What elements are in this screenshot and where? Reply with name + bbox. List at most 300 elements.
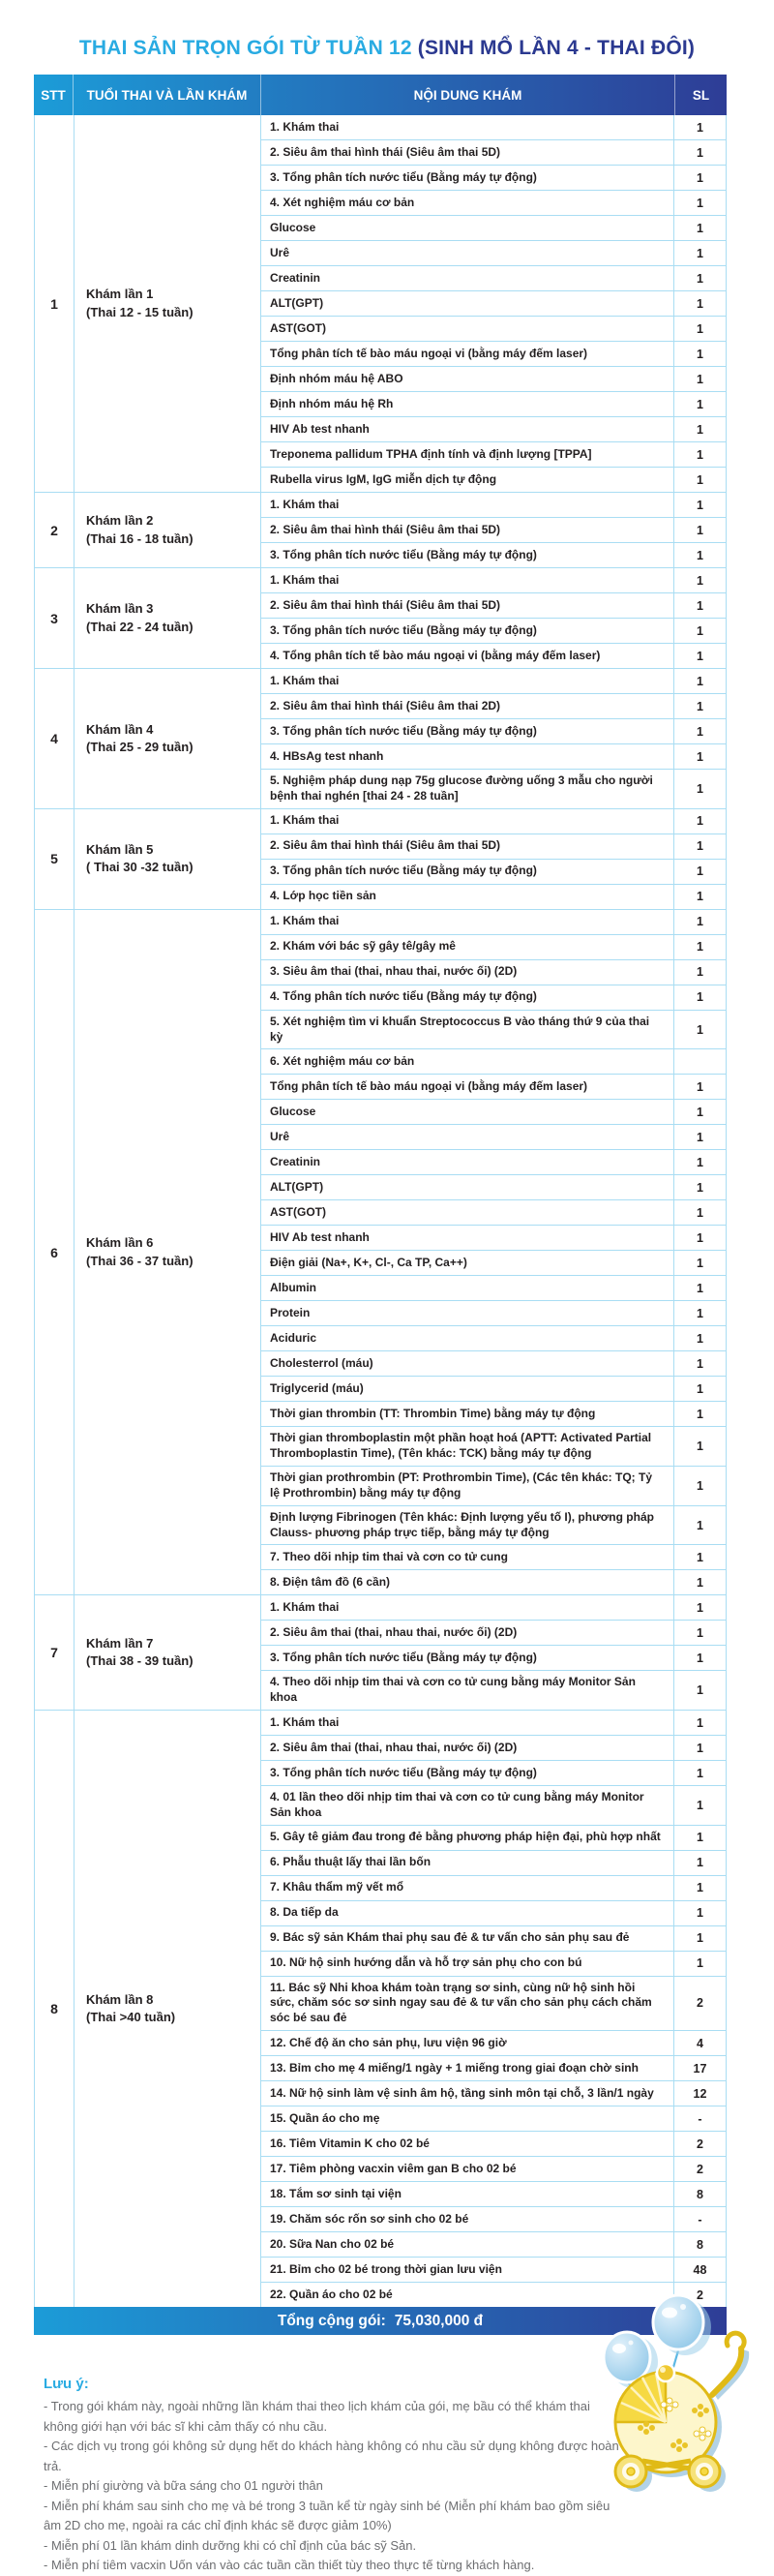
item-qty: 1 — [673, 1301, 726, 1325]
item-qty: 1 — [673, 719, 726, 743]
item-qty: 2 — [673, 2132, 726, 2156]
table-row — [261, 1200, 726, 1226]
table-row — [261, 1251, 726, 1276]
notes-list — [44, 2397, 619, 2576]
table-row — [261, 619, 726, 644]
stt-cell: 5 — [35, 809, 74, 909]
stt-cell: 7 — [35, 1595, 74, 1710]
table-row — [261, 644, 726, 668]
table-row — [261, 1276, 726, 1301]
item-qty: 1 — [673, 1100, 726, 1124]
item-qty: 1 — [673, 568, 726, 592]
item-label: 21. Bỉm cho 02 bé trong thời gian lưu viện — [270, 2261, 502, 2276]
item-label: Thời gian thromboplastin một phần hoạt hoá (APTT: Activated Partial Thromboplastin Time), (Tên khác: TCK) bằng máy tự động — [270, 1431, 652, 1461]
item-qty: 1 — [673, 442, 726, 467]
table-row — [261, 266, 726, 291]
page-title-main: THAI SẢN TRỌN GÓI TỪ TUẦN 12 — [78, 37, 418, 60]
item-qty: 1 — [673, 1901, 726, 1925]
item-label: 20. Sữa Nan cho 02 bé — [270, 2236, 395, 2251]
table-row — [261, 1952, 726, 1977]
table-row — [261, 216, 726, 241]
item-label: 8. Điện tâm đồ (6 cần) — [270, 1574, 391, 1589]
item-qty: 1 — [673, 1621, 726, 1645]
item-qty: 1 — [673, 1326, 726, 1350]
table-row — [261, 342, 726, 367]
item-qty — [673, 1049, 726, 1074]
item-label: 2. Siêu âm thai hình thái (Siêu âm thai 5D) — [270, 597, 501, 612]
item-label: Cholesterrol (máu) — [270, 1355, 373, 1370]
item-label: 1. Khám thai — [270, 497, 340, 511]
item-qty: 1 — [673, 1200, 726, 1225]
item-label: AST(GOT) — [270, 1204, 326, 1219]
item-qty: 2 — [673, 1977, 726, 2030]
item-qty: 2 — [673, 2283, 726, 2307]
item-label: 2. Siêu âm thai hình thái (Siêu âm thai 5D) — [270, 522, 501, 536]
item-label: 5. Nghiệm pháp dung nạp 75g glucose đường uống 3 mẫu cho người bệnh thai nghén [thai 24 - 28 tuần] — [270, 773, 653, 803]
table-group — [35, 1710, 726, 2307]
table-row — [261, 1150, 726, 1175]
visit-name: Khám lần 6 — [86, 1235, 154, 1251]
item-qty: 1 — [673, 417, 726, 441]
item-label: 3. Tổng phân tích nước tiểu (Bằng máy tự động) — [270, 1765, 537, 1779]
table-row — [261, 468, 726, 492]
item-qty: 1 — [673, 1175, 726, 1199]
item-label: HIV Ab test nhanh — [270, 1229, 370, 1244]
stt-cell: 3 — [35, 568, 74, 668]
table-row — [261, 1926, 726, 1952]
item-qty: 1 — [673, 216, 726, 240]
table-row — [261, 1977, 726, 2031]
item-qty: 1 — [673, 266, 726, 290]
item-label: Điện giải (Na+, K+, Cl-, Ca TP, Ca++) — [270, 1255, 467, 1269]
visit-cell — [74, 669, 261, 808]
table-row — [261, 1427, 726, 1467]
visit-cell — [74, 115, 261, 492]
table-row — [261, 392, 726, 417]
items-list — [261, 1595, 726, 1710]
item-label: 6. Phẫu thuật lấy thai lần bốn — [270, 1855, 432, 1869]
item-label: 4. HBsAg test nhanh — [270, 748, 384, 763]
item-qty: 12 — [673, 2081, 726, 2106]
table-row — [261, 115, 726, 140]
header-stt: STT — [41, 87, 66, 103]
table-row — [261, 1049, 726, 1075]
item-qty: 1 — [673, 1646, 726, 1670]
item-qty: 1 — [673, 694, 726, 718]
table-row — [261, 241, 726, 266]
item-qty: 1 — [673, 493, 726, 517]
item-qty: 1 — [673, 342, 726, 366]
stt-cell: 4 — [35, 669, 74, 808]
item-qty: - — [673, 2106, 726, 2131]
table-row — [261, 1100, 726, 1125]
item-qty: 1 — [673, 1467, 726, 1505]
item-label: 4. Tổng phân tích nước tiểu (Bằng máy tự động) — [270, 989, 537, 1004]
notes-section — [44, 2376, 619, 2576]
item-qty: - — [673, 2207, 726, 2231]
visit-name: Khám lần 4 — [86, 721, 154, 737]
item-qty: 1 — [673, 644, 726, 668]
item-qty: 2 — [673, 2157, 726, 2181]
item-label: 4. Xét nghiệm máu cơ bản — [270, 195, 415, 209]
item-qty: 1 — [673, 985, 726, 1010]
note-line: - Miễn phí khám sau sinh cho mẹ và bé trong 3 tuần kể từ ngày sinh bé (Miễn phí khám bao gồm siêu âm 2D cho mẹ, ngoài ra các chỉ định khác sẽ được giảm 10%) — [44, 2498, 610, 2533]
item-label: 7. Khâu thẩm mỹ vết mổ — [270, 1880, 404, 1894]
item-qty: 1 — [673, 1711, 726, 1735]
table-row — [261, 1011, 726, 1050]
item-label: Protein — [270, 1305, 311, 1319]
item-label: Urê — [270, 1129, 290, 1143]
item-label: 1. Khám thai — [270, 1599, 340, 1614]
table-row — [261, 367, 726, 392]
table-row — [261, 1377, 726, 1402]
item-qty: 1 — [673, 1011, 726, 1049]
item-qty: 1 — [673, 1351, 726, 1376]
item-label: 13. Bỉm cho mẹ 4 miếng/1 ngày + 1 miếng trong giai đoạn chờ sinh — [270, 2060, 639, 2075]
items-list — [261, 809, 726, 909]
item-qty: 1 — [673, 468, 726, 492]
note-line: - Miễn phí 01 lần khám dinh dưỡng khi có chỉ định của bác sỹ Sản. — [44, 2537, 417, 2553]
table-row — [261, 442, 726, 468]
item-label: 9. Bác sỹ sản Khám thai phụ sau đẻ & tư vấn cho sản phụ sau đẻ — [270, 1930, 630, 1945]
item-label: Thời gian thrombin (TT: Thrombin Time) bằng máy tự động — [270, 1406, 596, 1420]
item-qty: 1 — [673, 860, 726, 884]
total-value: 75,030,000 đ — [394, 2312, 484, 2329]
item-label: 3. Tổng phân tích nước tiểu (Bằng máy tự động) — [270, 622, 537, 637]
item-label: HIV Ab test nhanh — [270, 421, 370, 436]
table-row — [261, 1125, 726, 1150]
item-label: 1. Khám thai — [270, 119, 340, 134]
item-label: Tổng phân tích tế bào máu ngoại vi (bằng máy đếm laser) — [270, 1078, 588, 1093]
visit-cell — [74, 1595, 261, 1710]
item-qty: 1 — [673, 1926, 726, 1951]
table-group — [35, 567, 726, 668]
table-row — [261, 1075, 726, 1100]
table-row — [261, 1351, 726, 1377]
visit-name: Khám lần 5 — [86, 842, 154, 858]
item-label: 12. Chế độ ăn cho sản phụ, lưu viện 96 giờ — [270, 2035, 507, 2049]
item-qty: 1 — [673, 593, 726, 618]
item-label: ALT(GPT) — [270, 1179, 324, 1194]
item-label: 11. Bác sỹ Nhi khoa khám toàn trạng sơ sinh, cùng nữ hộ sinh hồi sức, chăm sóc sơ sinh ngay sau đẻ & tư vấn cho sản phụ cách chăm sóc bé sau đẻ — [270, 1980, 652, 2025]
table-body — [34, 115, 727, 2307]
table-row — [261, 834, 726, 860]
item-label: 3. Siêu âm thai (thai, nhau thai, nước ối) (2D) — [270, 964, 518, 979]
item-label: 3. Tổng phân tích nước tiểu (Bằng máy tự động) — [270, 723, 537, 738]
table-row — [261, 2106, 726, 2132]
table-row — [261, 1506, 726, 1546]
item-qty: 17 — [673, 2056, 726, 2080]
item-label: 1. Khám thai — [270, 914, 340, 928]
item-label: Định nhóm máu hệ Rh — [270, 396, 394, 410]
visit-weeks: (Thai 36 - 37 tuần) — [86, 1253, 194, 1268]
item-qty: 1 — [673, 291, 726, 316]
item-qty: 4 — [673, 2031, 726, 2055]
table-row — [261, 191, 726, 216]
table-row — [261, 910, 726, 935]
item-qty: 1 — [673, 1075, 726, 1099]
table-row — [261, 568, 726, 593]
item-qty: 1 — [673, 543, 726, 567]
item-label: Glucose — [270, 1104, 316, 1118]
table-row — [261, 1826, 726, 1851]
balloon-icon — [653, 2295, 711, 2355]
stt-cell: 8 — [35, 1711, 74, 2307]
table-row — [261, 2182, 726, 2207]
table-row — [261, 2258, 726, 2283]
table-row — [261, 2157, 726, 2182]
table-group — [35, 115, 726, 492]
note-line: - Các dịch vụ trong gói không sử dụng hết do khách hàng không có nhu cầu sử dụng không được hoàn trả. — [44, 2439, 619, 2473]
table-row — [261, 744, 726, 770]
item-qty: 1 — [673, 1761, 726, 1785]
item-qty: 1 — [673, 166, 726, 190]
price-table — [34, 75, 727, 2335]
table-row — [261, 1226, 726, 1251]
table-row — [261, 719, 726, 744]
item-qty: 1 — [673, 910, 726, 934]
items-list — [261, 1711, 726, 2307]
item-qty: 1 — [673, 140, 726, 165]
item-qty: 1 — [673, 1851, 726, 1875]
table-row — [261, 493, 726, 518]
item-label: 6. Xét nghiệm máu cơ bản — [270, 1053, 415, 1068]
item-qty: 1 — [673, 392, 726, 416]
item-qty: 1 — [673, 1671, 726, 1710]
item-label: 4. Tổng phân tích tế bào máu ngoại vi (bằng máy đếm laser) — [270, 648, 601, 662]
table-group — [35, 668, 726, 808]
table-row — [261, 2232, 726, 2258]
table-group — [35, 909, 726, 1595]
item-label: 4. 01 lần theo dõi nhịp tim thai và cơn co tử cung bằng máy Monitor Sản khoa — [270, 1790, 644, 1819]
item-qty: 1 — [673, 834, 726, 859]
table-row — [261, 669, 726, 694]
item-qty: 1 — [673, 367, 726, 391]
item-qty: 1 — [673, 1736, 726, 1760]
table-group — [35, 492, 726, 567]
table-row — [261, 593, 726, 619]
item-label: Tổng phân tích tế bào máu ngoại vi (bằng máy đếm laser) — [270, 346, 588, 360]
table-row — [261, 2031, 726, 2056]
visit-name: Khám lần 8 — [86, 1991, 154, 2007]
table-row — [261, 2081, 726, 2106]
total-label: Tổng cộng gói: — [277, 2312, 386, 2329]
visit-cell — [74, 1711, 261, 2307]
table-row — [261, 1402, 726, 1427]
items-list — [261, 115, 726, 492]
note-line: - Trong gói khám này, ngoài những lần khám thai theo lịch khám của gói, mẹ bầu có thể khám thai không giới hạn với bác sĩ khi cảm thấy có nhu cầu. — [44, 2399, 590, 2434]
table-row — [261, 1621, 726, 1646]
wheel-icon — [615, 2456, 646, 2487]
table-row — [261, 1711, 726, 1736]
items-list — [261, 568, 726, 668]
stt-cell: 6 — [35, 910, 74, 1595]
item-qty: 1 — [673, 1150, 726, 1174]
visit-weeks: (Thai 22 - 24 tuần) — [86, 619, 194, 634]
item-label: 4. Theo dõi nhịp tim thai và cơn co tử cung bằng máy Monitor Sản khoa — [270, 1675, 636, 1705]
item-label: 7. Theo dõi nhịp tim thai và cơn co tử cung — [270, 1549, 508, 1563]
item-label: 3. Tổng phân tích nước tiểu (Bằng máy tự động) — [270, 1650, 537, 1664]
item-label: 14. Nữ hộ sinh làm vệ sinh âm hộ, tầng sinh môn tại chỗ, 3 lần/1 ngày — [270, 2085, 654, 2100]
item-qty: 8 — [673, 2182, 726, 2206]
item-label: 3. Tổng phân tích nước tiểu (Bằng máy tự động) — [270, 864, 537, 878]
table-row — [261, 1570, 726, 1594]
visit-weeks: (Thai 16 - 18 tuần) — [86, 530, 194, 546]
item-qty: 1 — [673, 885, 726, 909]
table-group — [35, 808, 726, 909]
item-qty: 1 — [673, 770, 726, 808]
item-label: Rubella virus IgM, IgG miễn dịch tự động — [270, 471, 497, 486]
item-label: 1. Khám thai — [270, 1714, 340, 1729]
item-label: Creatinin — [270, 1154, 321, 1168]
item-label: 2. Siêu âm thai hình thái (Siêu âm thai 5D) — [270, 144, 501, 159]
item-label: 15. Quần áo cho mẹ — [270, 2110, 380, 2125]
table-row — [261, 694, 726, 719]
table-row — [261, 518, 726, 543]
item-qty: 1 — [673, 317, 726, 341]
table-row — [261, 2056, 726, 2081]
item-qty: 1 — [673, 115, 726, 139]
item-label: 4. Lớp học tiền sản — [270, 889, 376, 903]
items-list — [261, 910, 726, 1595]
stt-cell: 2 — [35, 493, 74, 567]
table-row — [261, 1326, 726, 1351]
item-label: 1. Khám thai — [270, 572, 340, 587]
items-list — [261, 669, 726, 808]
item-label: 1. Khám thai — [270, 813, 340, 828]
item-qty: 1 — [673, 518, 726, 542]
item-qty: 8 — [673, 2232, 726, 2257]
item-label: 2. Khám với bác sỹ gây tê/gây mê — [270, 939, 456, 954]
item-label: 10. Nữ hộ sinh hướng dẫn và hỗ trợ sản phụ cho con bú — [270, 1955, 582, 1970]
visit-name: Khám lần 1 — [86, 287, 154, 302]
item-label: Aciduric — [270, 1330, 317, 1345]
table-row — [261, 935, 726, 960]
item-qty: 1 — [673, 669, 726, 693]
table-row — [261, 317, 726, 342]
table-row — [261, 1786, 726, 1826]
item-qty: 1 — [673, 241, 726, 265]
item-qty: 1 — [673, 1595, 726, 1620]
table-row — [261, 1301, 726, 1326]
item-label: 8. Da tiếp da — [270, 1905, 339, 1920]
table-row — [261, 1761, 726, 1786]
items-list — [261, 493, 726, 567]
wheel-icon — [689, 2456, 720, 2487]
item-label: Định nhóm máu hệ ABO — [270, 371, 403, 385]
table-row — [261, 140, 726, 166]
item-label: Creatinin — [270, 270, 321, 285]
item-qty: 48 — [673, 2258, 726, 2282]
table-row — [261, 417, 726, 442]
page-title — [0, 14, 774, 60]
item-label: 18. Tắm sơ sinh tại viện — [270, 2186, 402, 2200]
item-qty: 1 — [673, 1402, 726, 1426]
item-qty: 1 — [673, 1427, 726, 1466]
item-qty: 1 — [673, 1826, 726, 1850]
table-row — [261, 166, 726, 191]
table-row — [261, 1175, 726, 1200]
item-label: 17. Tiêm phòng vacxin viêm gan B cho 02 bé — [270, 2161, 517, 2175]
item-label: 5. Gây tê giảm đau trong đẻ bằng phương pháp hiện đại, phù hợp nhất — [270, 1830, 661, 1844]
item-label: 19. Chăm sóc rốn sơ sinh cho 02 bé — [270, 2211, 469, 2226]
item-qty: 1 — [673, 1952, 726, 1976]
item-label: 1. Khám thai — [270, 673, 340, 687]
item-qty: 1 — [673, 1876, 726, 1900]
page — [0, 14, 774, 2573]
visit-cell — [74, 493, 261, 567]
table-row — [261, 2132, 726, 2157]
item-label: Triglycerid (máu) — [270, 1380, 364, 1395]
note-line: - Miễn phí giường và bữa sáng cho 01 người thân — [44, 2478, 323, 2494]
item-qty: 1 — [673, 744, 726, 769]
header-content: NỘI DUNG KHÁM — [260, 75, 674, 115]
visit-weeks: ( Thai 30 -32 tuần) — [86, 860, 194, 875]
table-row — [261, 885, 726, 909]
item-qty: 1 — [673, 809, 726, 833]
page-title-sub: (SINH MỔ LẦN 4 - THAI ĐÔI) — [417, 37, 696, 60]
baby-stroller-graphic — [580, 2281, 766, 2492]
table-group — [35, 1594, 726, 1710]
item-qty: 1 — [673, 935, 726, 959]
header-sl: SL — [674, 75, 727, 115]
visit-cell — [74, 809, 261, 909]
table-row — [261, 1876, 726, 1901]
item-label: 16. Tiêm Vitamin K cho 02 bé — [270, 2136, 430, 2150]
item-label: 3. Tổng phân tích nước tiểu (Bằng máy tự động) — [270, 547, 537, 561]
visit-weeks: (Thai 25 - 29 tuần) — [86, 739, 194, 754]
visit-name: Khám lần 2 — [86, 513, 154, 529]
table-row — [261, 1545, 726, 1570]
item-qty: 1 — [673, 1506, 726, 1545]
item-label: ALT(GPT) — [270, 295, 324, 310]
table-row — [261, 860, 726, 885]
item-qty: 1 — [673, 1251, 726, 1275]
item-label: 2. Siêu âm thai (thai, nhau thai, nước ối) (2D) — [270, 1624, 518, 1639]
stt-cell: 1 — [35, 115, 74, 492]
item-label: 2. Siêu âm thai hình thái (Siêu âm thai 2D) — [270, 698, 501, 712]
header-visit: TUỔI THAI VÀ LẦN KHÁM — [73, 75, 260, 115]
table-row — [261, 1736, 726, 1761]
visit-name: Khám lần 3 — [86, 601, 154, 617]
item-qty: 1 — [673, 619, 726, 643]
item-qty: 1 — [673, 1125, 726, 1149]
item-label: Albumin — [270, 1280, 316, 1294]
item-label: Urê — [270, 245, 290, 259]
visit-name: Khám lần 7 — [86, 1635, 154, 1651]
item-label: Glucose — [270, 220, 316, 234]
item-label: 3. Tổng phân tích nước tiểu (Bằng máy tự động) — [270, 169, 537, 184]
table-row — [261, 1646, 726, 1671]
item-label: AST(GOT) — [270, 320, 326, 335]
item-qty: 1 — [673, 1276, 726, 1300]
item-qty: 1 — [673, 1545, 726, 1569]
item-qty: 1 — [673, 960, 726, 985]
item-label: 22. Quần áo cho 02 bé — [270, 2287, 393, 2301]
note-line: - Miễn phí tiêm vacxin Uốn ván vào các tuần cần thiết tùy theo thực tế từng khách hàng. — [44, 2558, 535, 2573]
table-row — [261, 770, 726, 808]
item-label: 5. Xét nghiệm tìm vi khuẩn Streptococcus B vào tháng thứ 9 của thai kỳ — [270, 1014, 650, 1044]
item-qty: 1 — [673, 1570, 726, 1594]
item-qty: 1 — [673, 191, 726, 215]
table-row — [261, 1671, 726, 1710]
visit-weeks: (Thai 38 - 39 tuần) — [86, 1653, 194, 1669]
table-row — [261, 2207, 726, 2232]
item-qty: 1 — [673, 1377, 726, 1401]
item-qty: 1 — [673, 1226, 726, 1250]
item-label: Định lượng Fibrinogen (Tên khác: Định lượng yếu tố I), phương pháp Clauss- phương pháp trực tiếp, bằng máy tự động — [270, 1509, 654, 1539]
visit-cell — [74, 568, 261, 668]
